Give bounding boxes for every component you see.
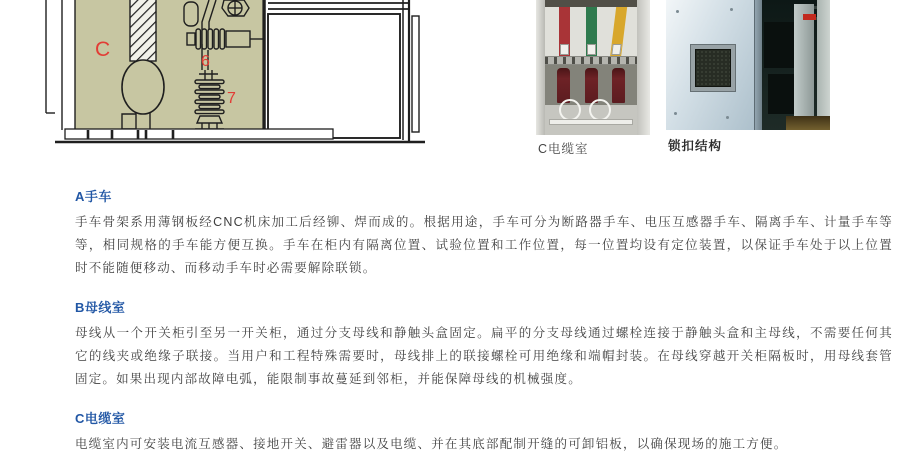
section-busbar-compartment (75, 297, 893, 390)
photo-cable-compartment (536, 0, 650, 135)
cabinet-edge-panel (817, 0, 830, 130)
cabinet-interior (545, 0, 637, 135)
cabinet-right-frame (637, 0, 650, 135)
dark-component (764, 22, 794, 68)
dark-component (768, 74, 794, 114)
photo-lock-structure (666, 0, 830, 130)
copper-busbar (786, 116, 830, 130)
diagram-label-c: C (95, 38, 111, 61)
diagram-label-7: 7 (227, 90, 236, 107)
inspection-grille-frame (690, 44, 736, 92)
caption-lock-structure: 锁扣结构 (668, 139, 723, 153)
section-body-handcart: 手车骨架系用薄钢板经CNC机床加工后经铆、焊而成的。根据用途，手车可分为断路器手车、电压互感器手车、隔离手车、计量手车等等，相同规格的手车能方便互换。手车在柜内有隔离位置、试验位置和工作位置，每一位置均设有定位装置，以保证手车处于以上位置时不能随便移动、而移动手车时必需要解除联锁。 (75, 215, 893, 275)
perforated-rail (545, 56, 637, 65)
door-hinge-strip (754, 0, 762, 130)
cable-termination (557, 68, 570, 103)
support-bar (549, 119, 633, 125)
cabinet-left-frame (536, 0, 545, 135)
diagram-label-6: 6 (201, 53, 210, 70)
breaker-side-panel (794, 4, 814, 120)
section-body-busbar: 母线从一个开关柜引至另一开关柜，通过分支母线和静触头盒固定。扁平的分支母线通过螺栓连接于静触头盒和主母线，不需要任何其它的线夹或绝缘子联接。当用户和工程特殊需要时，母线排上的联接螺栓可用绝缘和端帽封装。在母线穿越开关柜隔板时，用母线套管固定。如果出现内部故障电弧，能限制事故蔓延到邻柜，并能保障母线的机械强度。 (75, 326, 893, 386)
busbar-yellow (610, 7, 627, 59)
caption-cable-compartment: C电缆室 (538, 142, 589, 156)
section-heading-busbar: B母线室 (75, 300, 126, 315)
brand-label (803, 14, 816, 20)
busbar-red (559, 7, 570, 59)
cabinet-top-rail (545, 0, 637, 7)
section-body-cable: 电缆室内可安装电流互感器、接地开关、避雷器以及电缆、并在其底部配制开缝的可卸铝板，以确保现场的施工方便。 (75, 437, 788, 451)
cable-termination-zone (545, 65, 637, 105)
cabinet-door (666, 0, 762, 130)
cable-termination (612, 68, 625, 103)
switchgear-cross-section-diagram (38, 0, 448, 158)
cable-termination (585, 68, 598, 103)
busbar-zone (545, 7, 637, 59)
section-handcart (75, 186, 893, 279)
cable-loop-zone (545, 105, 637, 135)
busbar-green (586, 7, 597, 59)
section-heading-cable: C电缆室 (75, 411, 126, 426)
inspection-grille (695, 49, 731, 87)
section-heading-handcart: A手车 (75, 189, 112, 204)
breaker-interior (762, 0, 830, 130)
section-cable-compartment (75, 408, 893, 456)
